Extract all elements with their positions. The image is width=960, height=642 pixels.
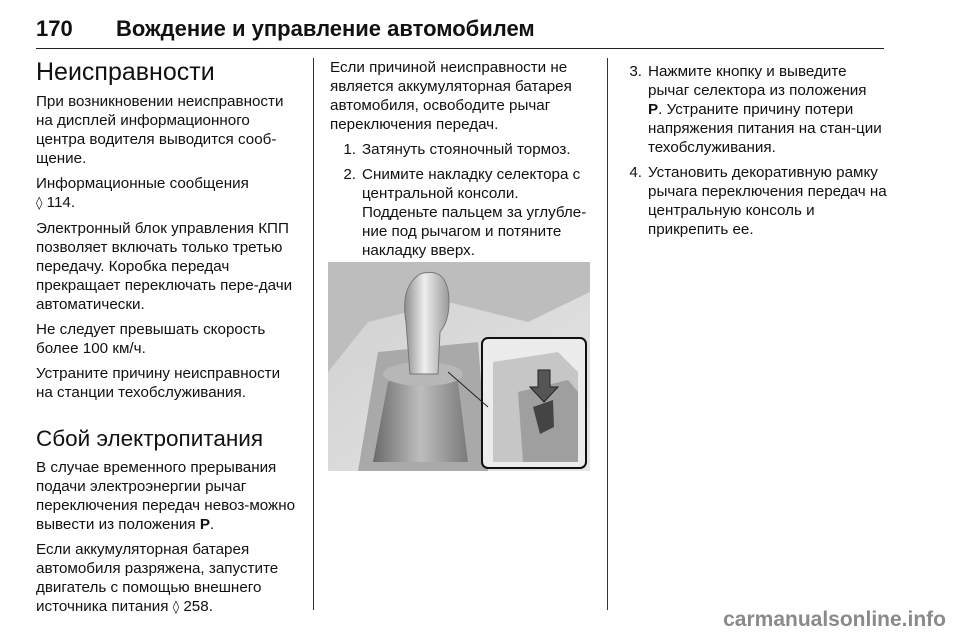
step-text-part: Нажмите кнопку и выведите рычаг селектора из положения	[648, 63, 867, 99]
page-ref-link[interactable]: 114.	[46, 194, 76, 211]
page-ref-link[interactable]: 258.	[183, 598, 213, 615]
paragraph-text: В случае временного прерывания подачи электроэнергии рычаг переключения передач невоз-можно вывести из положения	[36, 459, 296, 533]
step-text	[648, 62, 888, 157]
page-ref-icon: ◊	[172, 600, 180, 615]
watermark: carmanualsonline.info	[723, 608, 946, 631]
column-divider	[313, 58, 314, 610]
section-heading-power-failure: Сбой электропитания	[36, 426, 264, 451]
step-number: 1.	[343, 141, 356, 158]
step-number: 4.	[629, 164, 642, 181]
paragraph: Устраните причину неисправности на станции техобслуживания.	[36, 365, 281, 401]
column-3	[626, 58, 888, 245]
step-number: 2.	[343, 166, 356, 183]
step-text: Снимите накладку селектора с центральной консоли. Подденьте пальцем за углубле-ние под рычагом и потяните накладку вверх.	[362, 166, 587, 259]
list-item	[626, 62, 888, 157]
paragraph: При возникновении неисправности на дисплей информационного центра водителя выводится сооб-щение.	[36, 93, 284, 167]
column-1	[36, 58, 298, 623]
list-item	[330, 165, 594, 260]
step-text-part: . Устраните причину потери напряжения питания на стан-ции техобслуживания.	[648, 101, 882, 156]
paragraph: Электронный блок управления КПП позволяет включать только третью передачу. Коробка передач прекращает переключать пере-дачи автоматически.	[36, 220, 293, 313]
step-text: Затянуть стояночный тормоз.	[362, 141, 571, 158]
section-heading-malfunctions: Неисправности	[36, 58, 215, 86]
paragraph-cross-ref	[36, 540, 298, 617]
paragraph: Не следует превышать скорость более 100 км/ч.	[36, 321, 266, 357]
step-text: Установить декоративную рамку рычага переключения передач на центральную консоль и прикрепить ее.	[648, 164, 887, 238]
paragraph: Если причиной неисправности не является аккумуляторная батарея автомобиля, освободите рычаг переключения передач.	[330, 59, 572, 133]
gear-position-p: P	[199, 516, 210, 533]
steps-list-continued	[626, 62, 888, 239]
paragraph-text: Если аккумуляторная батарея автомобиля разряжена, запустите двигатель с помощью внешнего источника питания	[36, 541, 279, 615]
list-item	[626, 163, 888, 239]
paragraph	[36, 458, 298, 534]
steps-list	[330, 140, 594, 260]
page-header	[36, 14, 884, 49]
punctuation: .	[209, 516, 215, 533]
step-number: 3.	[629, 63, 642, 80]
column-2	[330, 58, 594, 266]
gear-selector-illustration	[328, 262, 590, 471]
running-title: Вождение и управление автомобилем	[116, 16, 535, 41]
paragraph-text: Информационные сообщения	[36, 175, 249, 192]
page-ref-icon: ◊	[36, 196, 43, 211]
gear-selector-drawing	[328, 262, 590, 471]
gear-position-p: P	[648, 101, 659, 118]
paragraph-cross-ref	[36, 174, 298, 213]
list-item	[330, 140, 594, 159]
page-number: 170	[36, 16, 73, 41]
column-divider	[607, 58, 608, 610]
